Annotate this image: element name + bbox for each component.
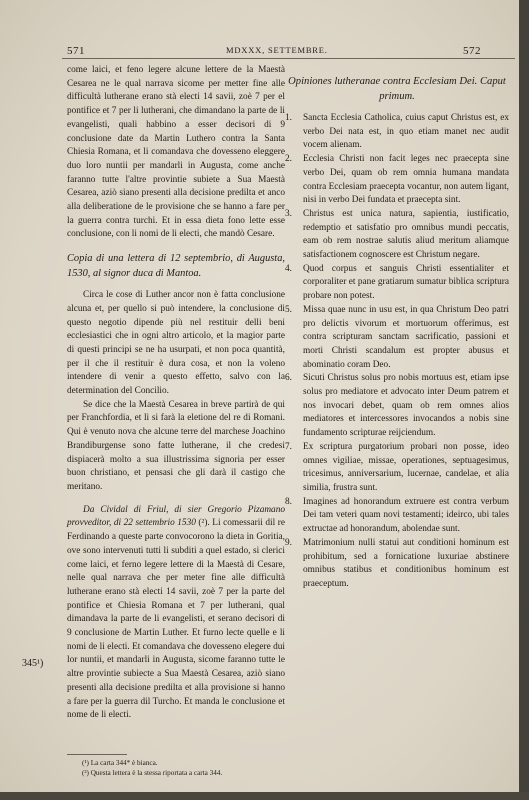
paragraph-body: Li comessarii dil re Ferdinando a queste parte convocorono la dieta in Goritia, ove sono intervenuti tutti li subditi a quel estado, si clerici come laici, et ferno legere lettere di la Maestà di Cesare, nelle qual narrava che per meter fine alle difficultà lutherane erano stà electi 14 savii, zoè 7 per la parte del pontifice et Chiesia Romana et 7 per lutherani, qual dimandava la parte de li evangelisti, et serano decisori di 9 conclusione de Martin Luther. Et furno lecte quelle e li nomi de li electi. Et comandava che dovesseno elegere dui lor nuntii, et mandarli in Augusta, sicome faranno tutte le altre provintie subiecte a Sua Maestà Cesarea, aziò siano presenti alla decisione predilta et alla provisione si hanno a fare per la guerra dil Turcho. Et manda le conclusione et nome de li electi. bbox=[67, 518, 285, 721]
item-text: Matrimonium nulli statui aut conditioni hominum est prohibitum, sed a fornicatione luxuriae abstinere omnibus statibus et conditionibus hominum est praeceptum. bbox=[303, 537, 509, 589]
list-item bbox=[285, 496, 509, 537]
list-item bbox=[285, 263, 509, 304]
page-edge-shadow bbox=[519, 0, 529, 800]
paragraph-heading: Da Cividal di Friul, di sier Gregorio Pizamano provveditor, di 22 settembrio 1530 bbox=[67, 504, 285, 529]
right-column bbox=[285, 64, 509, 592]
right-page-number: 572 bbox=[463, 45, 481, 57]
letter-heading: Copia di una lettera di 12 septembrio, di Augusta, 1530, al signor duca di Mantoa. bbox=[67, 253, 285, 280]
item-number: 7. bbox=[285, 441, 292, 452]
footnote-rule bbox=[67, 754, 127, 755]
left-column bbox=[67, 64, 285, 723]
item-number: 6. bbox=[285, 373, 292, 384]
paragraph-cividal bbox=[67, 504, 285, 723]
item-text: Quod corpus et sanguis Christi essentialiter et corporaliter et pane gratiarum sumatur biblica scriptura probare non potest. bbox=[303, 263, 509, 302]
item-text: Ex scriptura purgatorium probari non posse, ideo omnes vigiliae, missae, operationes, septuagesimus, tricesimus, anniversarium, lucernae, candelae, et alia similia, frustra sunt. bbox=[303, 441, 509, 493]
item-number: 1. bbox=[285, 113, 292, 123]
list-item bbox=[285, 304, 509, 373]
item-text: Sancta Ecclesia Catholica, cuius caput Christus est, ex verbo Dei nata est, in quo etiam manet nec audit vocem alienam. bbox=[303, 113, 509, 151]
section-heading: Opiniones lutheranae contra Ecclesiam Dei. Caput primum. bbox=[288, 76, 506, 102]
item-number: 2. bbox=[285, 154, 292, 165]
item-text: Sicuti Christus solus pro nobis mortuus est, etiam ipse solus pro mediatore et advocato inter Deum patrem et nos invocari debet, quam ob rem omnes alios mediatores et intercessores invocandos a nobis sine fundamento scripturae reijciendum. bbox=[303, 373, 509, 439]
list-item bbox=[285, 441, 509, 496]
item-text: Ecclesia Christi non facit leges nec praecepta sine verbo Dei, quam ob rem omnia humana mandata contra Ecclesiam praecepta vocantur, non autem ligant, nisi in verbo Dei fundata et praecepta sint. bbox=[303, 154, 509, 206]
item-number: 3. bbox=[285, 208, 292, 219]
running-header: MDXXX, SETTEMBRE. bbox=[226, 45, 328, 55]
margin-number: 345¹) bbox=[22, 658, 44, 669]
item-number: 9. bbox=[285, 537, 292, 548]
list-item bbox=[285, 153, 509, 208]
paragraph: Se dice che la Maestà Cesarea in breve partirà de qui per Franchfordia, et lì si farà la eletione del re di Romani. Qui è venuto nova che alcune terre del marchese Joachino Brandiburgense sono fatte lutherane, il che credesi dispiacerà molto a sua illustrissima signoria per esser buon christiano, et pensasi che gli darà il castigo che meritano. bbox=[67, 399, 285, 492]
footnote: (¹) La carta 344* è bianca. bbox=[82, 759, 158, 767]
item-number: 4. bbox=[285, 263, 292, 274]
left-page-number: 571 bbox=[67, 45, 85, 57]
paragraph: come laici, et feno legere alcune lettere de la Maestà Cesarea ne le qual narrava sicome per metter fine alle difficultà lutherane erano stà electi 14 savii, zoè 7 per el pontifice et 7 per li lutherani, che dimandano la parte de li evangelisti, quali habbino a esser decisori di 9 conclusione date da Martin Luthero contra la Santa Chiesia Romana, et li comandava che dovesseno eleggere duo loro nuntii per mandarli in Augusta, come anche faranno tutte l'altre provintie subiete a Sua Maestà Cesarea, aziò siano presenti alla decisione predilta et anco alla deliberatione de le provisione che se hanno a fare per la guerra contra turchi. Et in essa dieta fono lette esse conclusione, con li nomi de li electi, che mandò Cesare. bbox=[67, 65, 285, 240]
articles-list bbox=[285, 112, 509, 592]
footnote-ref: (²). bbox=[195, 518, 210, 529]
list-item bbox=[285, 112, 509, 153]
list-item bbox=[285, 537, 509, 592]
item-text: Imagines ad honorandum extruere est contra verbum Dei tam veteri quam novi testamenti; ideirco, ubi tales extructae ad honorandum, abolendae sunt. bbox=[303, 496, 509, 535]
footnote: (²) Questa lettera è la stessa riportata a carta 344. bbox=[82, 769, 223, 777]
item-text: Christus est unica natura, sapientia, iustificatio, redemptio et satisfatio pro omnibus mundi peccatis, eam ob rem nostrae salutis aliud meritum aliamque satisfactionem cognoscere est Christum negare. bbox=[303, 208, 509, 261]
item-number: 5. bbox=[285, 304, 292, 315]
list-item bbox=[285, 372, 509, 441]
paragraph: Circa le cose di Luther ancor non è fatta conclusione alcuna et, per quello si può intendere, la conclusione di questo negotio dipende più nel restituir delli beni ecclesiastici che in ogni altro articolo, et la magior parte di questi principi se ne ha usurpati, et non poca quantità, per il che il restituir è dura cosa, et non la voleno intendere di venir a questo effetto, salvo con la determination del Concilio. bbox=[67, 290, 285, 397]
item-text: Missa quae nunc in usu est, in qua Christum Deo patri pro delictis vivorum et mortuorum offerimus, est contra scripturam sanctam sacrificatio, passioni et morti Christi scandalum est propter abusus et abominatio coram Deo. bbox=[303, 304, 509, 370]
header-rule bbox=[62, 58, 515, 59]
item-number: 8. bbox=[285, 496, 292, 507]
page-edge-shadow-bottom bbox=[0, 792, 529, 800]
list-item bbox=[285, 208, 509, 263]
